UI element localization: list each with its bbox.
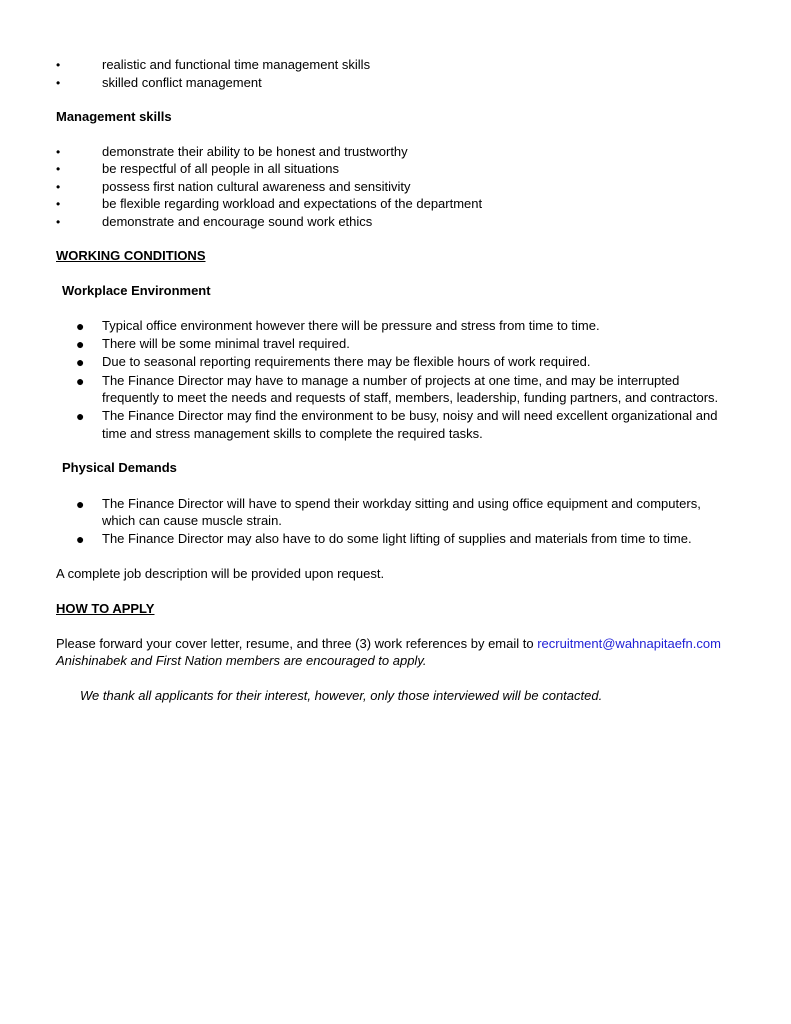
bullet-icon: • bbox=[56, 215, 61, 229]
job-description-note: A complete job description will be provided upon request. bbox=[56, 566, 385, 581]
bullet-icon: ● bbox=[76, 531, 85, 547]
apply-instruction-text: Please forward your cover letter, resume, and three (3) work references by email to bbox=[56, 636, 538, 651]
environment-item: The Finance Director may have to manage a number of projects at one time, and may be interrupted bbox=[102, 373, 680, 388]
environment-item: The Finance Director may find the environment to be busy, noisy and will need excellent organizational and bbox=[102, 408, 718, 423]
environment-item: Due to seasonal reporting requirements there may be flexible hours of work required. bbox=[102, 354, 591, 369]
workplace-environment-heading: Workplace Environment bbox=[62, 283, 211, 298]
skill-item: skilled conflict management bbox=[102, 75, 262, 90]
management-item: demonstrate their ability to be honest and trustworthy bbox=[102, 144, 408, 159]
management-item: be respectful of all people in all situations bbox=[102, 161, 340, 176]
environment-item: There will be some minimal travel required. bbox=[102, 336, 350, 351]
environment-item: Typical office environment however there will be pressure and stress from time to time. bbox=[102, 318, 600, 333]
bullet-icon: • bbox=[56, 162, 61, 176]
how-to-apply-heading: HOW TO APPLY bbox=[56, 601, 155, 616]
bullet-icon: • bbox=[56, 58, 61, 72]
recruitment-email-link[interactable]: recruitment@wahnapitaefn.com bbox=[537, 636, 721, 651]
physical-item: The Finance Director will have to spend their workday sitting and using office equipment and computers, bbox=[102, 496, 701, 511]
environment-item-continued: frequently to meet the needs and requests of staff, members, leadership, funding partners, and contractors. bbox=[102, 390, 719, 405]
bullet-icon: ● bbox=[76, 354, 85, 370]
management-item: possess first nation cultural awareness and sensitivity bbox=[102, 179, 411, 194]
thanks-note: We thank all applicants for their interest, however, only those interviewed will be contacted. bbox=[80, 688, 603, 703]
management-item: demonstrate and encourage sound work ethics bbox=[102, 214, 373, 229]
bullet-icon: ● bbox=[76, 408, 85, 424]
bullet-icon: • bbox=[56, 145, 61, 159]
physical-item-continued: which can cause muscle strain. bbox=[102, 513, 282, 528]
bullet-icon: ● bbox=[76, 373, 85, 389]
bullet-icon: • bbox=[56, 76, 61, 90]
bullet-icon: • bbox=[56, 197, 61, 211]
management-skills-heading: Management skills bbox=[56, 109, 172, 124]
bullet-icon: ● bbox=[76, 318, 85, 334]
environment-item-continued: time and stress management skills to complete the required tasks. bbox=[102, 426, 483, 441]
bullet-icon: ● bbox=[76, 496, 85, 512]
bullet-icon: • bbox=[56, 180, 61, 194]
apply-instruction bbox=[56, 635, 721, 653]
management-item: be flexible regarding workload and expectations of the department bbox=[102, 196, 483, 211]
skill-item: realistic and functional time management skills bbox=[102, 57, 371, 72]
working-conditions-heading: WORKING CONDITIONS bbox=[56, 248, 206, 263]
encouraged-note: Anishinabek and First Nation members are encouraged to apply. bbox=[56, 653, 427, 668]
bullet-icon: ● bbox=[76, 336, 85, 352]
physical-demands-heading: Physical Demands bbox=[62, 460, 177, 475]
physical-item: The Finance Director may also have to do some light lifting of supplies and materials from time to time. bbox=[102, 531, 692, 546]
